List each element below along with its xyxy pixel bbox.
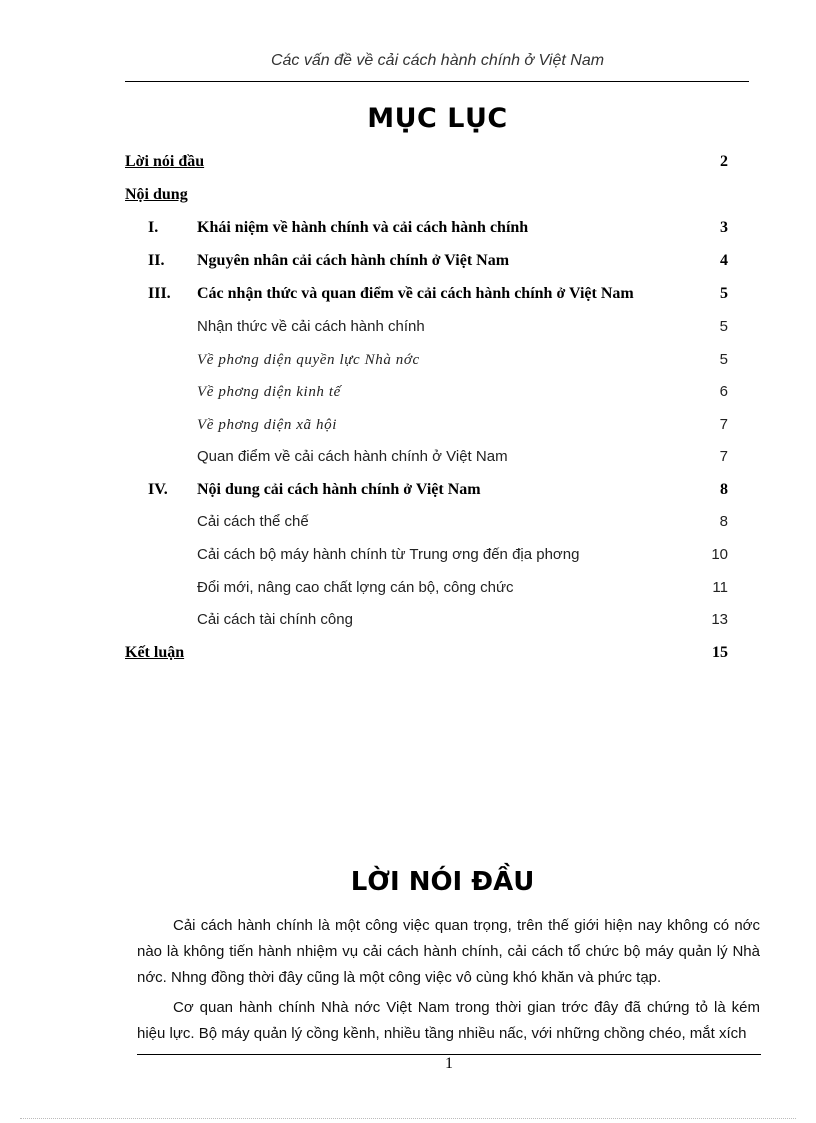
toc-entry-page: 10 bbox=[711, 546, 728, 563]
header-divider bbox=[125, 81, 749, 82]
page-number: 1 bbox=[445, 1055, 453, 1072]
toc-entry-text[interactable]: Về phơng diện kinh tế bbox=[197, 384, 341, 400]
toc-entry-section-2[interactable] bbox=[0, 250, 816, 272]
toc-entry-page: 6 bbox=[719, 383, 728, 400]
toc-entry-preface[interactable] bbox=[0, 151, 816, 173]
intro-title: LỜI NÓI ĐẦU bbox=[350, 867, 535, 897]
toc-entry-section-3[interactable] bbox=[0, 283, 816, 305]
intro-paragraph: Cơ quan hành chính Nhà nớc Việt Nam trong thời gian trớc đây đã chứng tỏ là kém hiệu lực. Bộ máy quản lý cồng kềnh, nhiều tầng nhiều nấc, với những chồng chéo, mắt xích bbox=[137, 999, 760, 1042]
toc-subentry[interactable] bbox=[0, 316, 816, 338]
toc-entry-text[interactable]: Cải cách bộ máy hành chính từ Trung ơng đến địa phơng bbox=[197, 546, 580, 563]
toc-entry-content[interactable] bbox=[0, 184, 816, 206]
toc-subentry[interactable] bbox=[0, 414, 816, 436]
toc-entry-text[interactable]: Quan điểm về cải cách hành chính ở Việt Nam bbox=[197, 448, 508, 465]
toc-entry-section-4[interactable] bbox=[0, 479, 816, 501]
toc-entry-text[interactable]: Nội dung bbox=[125, 186, 188, 203]
toc-entry-text[interactable]: Lời nói đầu bbox=[125, 153, 205, 170]
toc-entry-page: 2 bbox=[720, 153, 728, 170]
toc-entry-page: 7 bbox=[719, 416, 728, 433]
toc-entry-conclusion[interactable] bbox=[0, 642, 816, 664]
toc-entry-text[interactable]: Kết luận bbox=[125, 644, 185, 661]
toc-entry-number: IV. bbox=[148, 481, 168, 498]
page-edge-dotted-line bbox=[20, 1118, 796, 1119]
running-header: Các vấn đề về cải cách hành chính ở Việt Nam bbox=[270, 52, 605, 69]
toc-subentry[interactable] bbox=[0, 349, 816, 371]
toc-entry-page: 8 bbox=[719, 513, 728, 530]
toc-subentry[interactable] bbox=[0, 609, 816, 631]
toc-entry-page: 5 bbox=[719, 318, 728, 335]
toc-entry-text[interactable]: Đổi mới, nâng cao chất lợng cán bộ, công chức bbox=[197, 579, 514, 596]
toc-entry-text[interactable]: Cải cách tài chính công bbox=[197, 611, 353, 628]
toc-subentry[interactable] bbox=[0, 511, 816, 533]
toc-subentry[interactable] bbox=[0, 577, 816, 599]
toc-entry-text[interactable]: Khái niệm về hành chính và cải cách hành chính bbox=[197, 219, 529, 236]
toc-entry-text[interactable]: Nhận thức về cải cách hành chính bbox=[197, 318, 425, 335]
toc-entry-page: 15 bbox=[712, 644, 728, 661]
toc-entry-text[interactable]: Về phơng diện xã hội bbox=[197, 417, 337, 433]
toc-entry-page: 8 bbox=[720, 481, 728, 498]
toc-entry-text[interactable]: Các nhận thức và quan điểm về cải cách hành chính ở Việt Nam bbox=[197, 285, 634, 302]
intro-paragraph: Cải cách hành chính là một công việc quan trọng, trên thế giới hiện nay không có nớc nào là không tiến hành nhiệm vụ cải cách hành chính, cải cách tổ chức bộ máy quản lý Nhà nớc. Nhng đồng thời đây cũng là một công việc vô cùng khó khăn và phức tạp. bbox=[137, 917, 760, 986]
toc-entry-page: 13 bbox=[711, 611, 728, 628]
toc-entry-page: 5 bbox=[720, 285, 728, 302]
toc-subentry[interactable] bbox=[0, 381, 816, 403]
toc-entry-page: 11 bbox=[712, 579, 728, 596]
toc-entry-page: 5 bbox=[719, 351, 728, 368]
toc-entry-page: 3 bbox=[720, 219, 728, 236]
toc-entry-number: III. bbox=[148, 285, 171, 302]
toc-entry-page: 4 bbox=[720, 252, 728, 269]
toc-subentry[interactable] bbox=[0, 446, 816, 468]
toc-entry-text[interactable]: Cải cách thể chế bbox=[197, 513, 309, 530]
toc-entry-number: II. bbox=[148, 252, 165, 269]
toc-entry-page: 7 bbox=[719, 448, 728, 465]
toc-entry-text[interactable]: Nội dung cải cách hành chính ở Việt Nam bbox=[197, 481, 481, 498]
toc-title: MỤC LỤC bbox=[367, 103, 508, 134]
toc-entry-text[interactable]: Về phơng diện quyền lực Nhà nớc bbox=[197, 352, 420, 368]
toc-subentry[interactable] bbox=[0, 544, 816, 566]
toc-entry-section-1[interactable] bbox=[0, 217, 816, 239]
toc-entry-text[interactable]: Nguyên nhân cải cách hành chính ở Việt Nam bbox=[197, 252, 510, 269]
toc-entry-number: I. bbox=[148, 219, 159, 236]
intro-body bbox=[137, 913, 760, 1051]
